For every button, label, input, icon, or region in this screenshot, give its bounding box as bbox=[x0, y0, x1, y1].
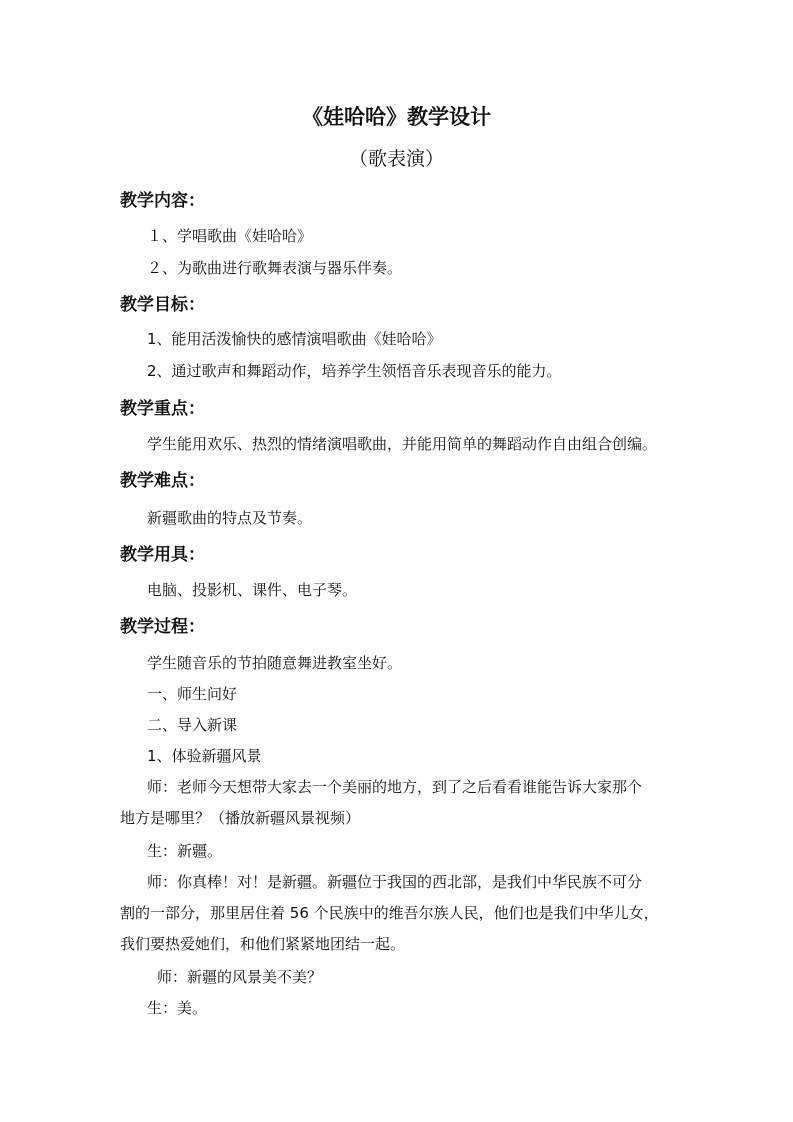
teacher-line-1a: 师：老师今天想带大家去一个美丽的地方，到了之后看看谁能告诉大家那个 bbox=[147, 778, 643, 796]
teacher-line-3: 师：新疆的风景美不美？ bbox=[157, 968, 323, 986]
process-line-1: 学生随音乐的节拍随意舞进教室坐好。 bbox=[147, 654, 403, 672]
section-heading-goals: 教学目标： bbox=[120, 295, 205, 315]
teacher-line-2a: 师：你真棒！对！是新疆。新疆位于我国的西北部，是我们中华民族不可分 bbox=[147, 873, 643, 891]
section-heading-difficulties: 教学难点： bbox=[120, 471, 205, 491]
tools-text: 电脑、投影机、课件、电子琴。 bbox=[147, 581, 358, 599]
teacher-line-2c: 我们要热爱她们，和他们紧紧地团结一起。 bbox=[120, 935, 406, 953]
difficulties-text: 新疆歌曲的特点及节奏。 bbox=[147, 509, 313, 527]
section-heading-content: 教学内容： bbox=[120, 191, 205, 211]
goal-item-1: 1、能用活泼愉快的感情演唱歌曲《娃哈哈》 bbox=[147, 330, 442, 348]
content-item-2: ２、为歌曲进行歌舞表演与器乐伴奏。 bbox=[147, 259, 403, 277]
goal-item-2: 2、通过歌声和舞蹈动作，培养学生领悟音乐表现音乐的能力。 bbox=[147, 362, 562, 380]
section-heading-key-points: 教学重点： bbox=[120, 399, 205, 419]
document-subtitle: （歌表演） bbox=[348, 148, 444, 170]
teacher-line-2b: 割的一部分，那里居住着 56 个民族中的维吾尔族人民，他们也是我们中华儿女， bbox=[120, 904, 659, 922]
content-item-1: １、学唱歌曲《娃哈哈》 bbox=[147, 227, 313, 245]
document-title: 《娃哈哈》教学设计 bbox=[302, 105, 491, 129]
key-points-text: 学生能用欢乐、热烈的情绪演唱歌曲，并能用简单的舞蹈动作自由组合创编。 bbox=[147, 435, 658, 453]
process-line-2: 一、师生问好 bbox=[147, 685, 238, 703]
section-heading-tools: 教学用具： bbox=[120, 545, 205, 565]
teacher-line-1b: 地方是哪里？（播放新疆风景视频） bbox=[120, 809, 361, 827]
process-line-3: 二、导入新课 bbox=[147, 716, 238, 734]
student-line-2: 生：美。 bbox=[147, 999, 208, 1017]
section-heading-process: 教学过程： bbox=[120, 617, 205, 637]
student-line-1: 生：新疆。 bbox=[147, 842, 223, 860]
process-line-4: 1、体验新疆风景 bbox=[147, 747, 262, 765]
